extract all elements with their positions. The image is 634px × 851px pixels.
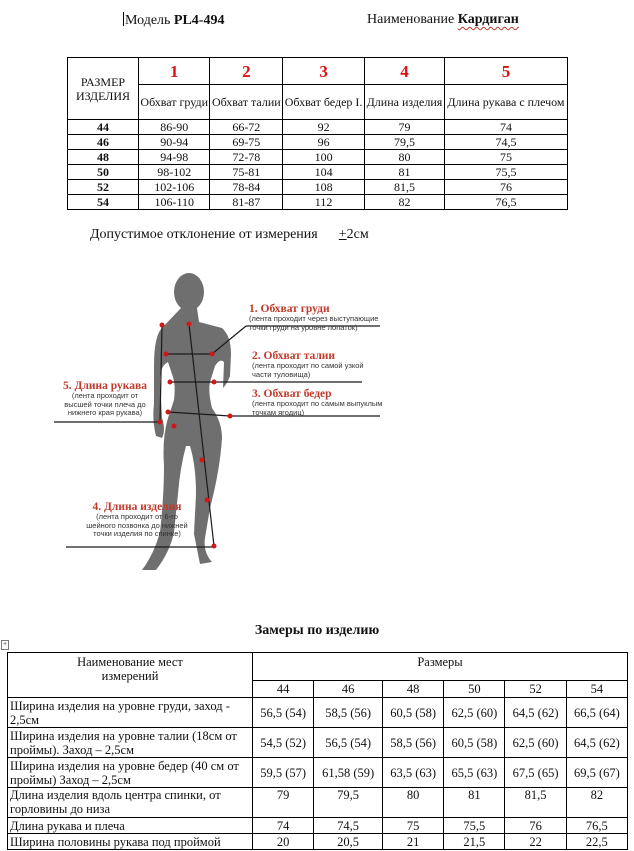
table-cell: 106-110: [139, 195, 210, 210]
measures-name-header-text: Наименование мест измерений: [77, 655, 183, 683]
label-length: [77, 501, 197, 539]
model-label: Модель: [125, 13, 174, 28]
table-cell: 92: [283, 120, 365, 135]
size-header: 48: [383, 681, 444, 698]
table-cell: 21: [383, 834, 444, 850]
table-cell: 65,5 (63): [444, 758, 505, 788]
table-cell: 104: [283, 165, 365, 180]
measure-name: Ширина изделия на уровне бедер (40 см от проймы) Заход – 2,5см: [8, 758, 253, 788]
table-cell: 81,5: [505, 788, 566, 818]
size-cell: 48: [68, 150, 139, 165]
table-cell: 59,5 (57): [253, 758, 314, 788]
table-cell: 74,5: [444, 135, 567, 150]
table-row: [68, 120, 568, 135]
label-title: 5. Длина рукава: [63, 380, 147, 392]
column-label: Обхват талии: [210, 85, 283, 120]
label-note: (лента проходит от 6-го шейного позвонка до нижней точки изделия по спинке): [86, 512, 188, 538]
table-cell: 108: [283, 180, 365, 195]
table-row: [8, 788, 628, 818]
table-cell: 80: [383, 788, 444, 818]
size-table: [67, 57, 568, 210]
label-waist: [252, 350, 382, 379]
table-cell: 79: [365, 120, 445, 135]
column-number: 4: [365, 58, 445, 85]
table-cell: 74: [444, 120, 567, 135]
table-row: [8, 758, 628, 788]
table-cell: 76,5: [566, 818, 627, 834]
table-cell: 60,5 (58): [383, 698, 444, 728]
table-cell: 76,5: [444, 195, 567, 210]
measures-title: Замеры по изделию: [254, 623, 380, 638]
table-cell: 79: [253, 788, 314, 818]
tolerance-text: Допустимое отклонение от измерения: [90, 227, 318, 242]
table-row: [68, 195, 568, 210]
measures-sizes-header: Размеры: [253, 653, 628, 681]
table-cell: 66,5 (64): [566, 698, 627, 728]
label-title: 4. Длина изделия: [92, 501, 182, 513]
model-header: [123, 12, 224, 29]
table-cell: 75: [444, 150, 567, 165]
table-cell: 81,5: [365, 180, 445, 195]
label-sleeve: [55, 380, 155, 418]
table-cell: 56,5 (54): [314, 728, 383, 758]
table-cell: 54,5 (52): [253, 728, 314, 758]
table-cell: 100: [283, 150, 365, 165]
measure-name: Ширина половины рукава под проймой: [8, 834, 253, 850]
table-cell: 60,5 (58): [444, 728, 505, 758]
table-cell: 69-75: [210, 135, 283, 150]
table-cell: 81: [444, 788, 505, 818]
table-cell: 79,5: [314, 788, 383, 818]
label-note: (лента проходит от высшей точки плеча до нижнего края рукава): [64, 391, 146, 417]
label-title: 3. Обхват бедер: [252, 388, 332, 400]
table-cell: 76: [505, 818, 566, 834]
size-header: 52: [505, 681, 566, 698]
product-name-header: [367, 12, 519, 28]
table-cell: 56,5 (54): [253, 698, 314, 728]
size-cell: 46: [68, 135, 139, 150]
table-row: [8, 834, 628, 850]
size-header: 44: [253, 681, 314, 698]
table-cell: 64,5 (62): [505, 698, 566, 728]
tolerance-sign: +: [338, 227, 347, 242]
table-row: [68, 135, 568, 150]
table-cell: 82: [365, 195, 445, 210]
size-cell: 52: [68, 180, 139, 195]
table-cell: 62,5 (60): [505, 728, 566, 758]
table-cell: 69,5 (67): [566, 758, 627, 788]
size-header: 46: [314, 681, 383, 698]
table-cell: 76: [444, 180, 567, 195]
table-cell: 102-106: [139, 180, 210, 195]
table-cell: 64,5 (62): [566, 728, 627, 758]
table-cell: 62,5 (60): [444, 698, 505, 728]
table-cell: 75,5: [444, 818, 505, 834]
column-label: Обхват груди: [139, 85, 210, 120]
size-cell: 50: [68, 165, 139, 180]
table-cell: 96: [283, 135, 365, 150]
table-cell: 20: [253, 834, 314, 850]
label-title: 2. Обхват талии: [252, 350, 336, 362]
column-number: 5: [444, 58, 567, 85]
measures-table: [7, 652, 628, 850]
label-note: (лента проходит по самой узкой части туловища): [252, 361, 364, 379]
table-cell: 75: [383, 818, 444, 834]
table-cell: 61,58 (59): [314, 758, 383, 788]
table-cell: 81: [365, 165, 445, 180]
table-cell: 90-94: [139, 135, 210, 150]
table-cell: 94-98: [139, 150, 210, 165]
size-header: 50: [444, 681, 505, 698]
column-number: 3: [283, 58, 365, 85]
table-cell: 20,5: [314, 834, 383, 850]
table-row: [68, 180, 568, 195]
table-cell: 58,5 (56): [383, 728, 444, 758]
label-note: (лента проходит через выступающие точки груди на уровне лопаток): [249, 314, 379, 332]
size-header: 54: [566, 681, 627, 698]
table-cell: 74: [253, 818, 314, 834]
table-cell: 63,5 (63): [383, 758, 444, 788]
table-row: [8, 728, 628, 758]
table-cell: 75,5: [444, 165, 567, 180]
column-number: 1: [139, 58, 210, 85]
measure-name: Длина изделия вдоль центра спинки, от горловины до низа: [8, 788, 253, 818]
size-corner-header: РАЗМЕР ИЗДЕЛИЯ: [68, 58, 139, 120]
table-row: [8, 818, 628, 834]
table-cell: 75-81: [210, 165, 283, 180]
label-title: 1. Обхват груди: [249, 303, 330, 315]
label-chest: [249, 303, 399, 332]
table-row: [68, 150, 568, 165]
table-cell: 21,5: [444, 834, 505, 850]
size-cell: 44: [68, 120, 139, 135]
table-cell: 66-72: [210, 120, 283, 135]
column-label: Длина изделия: [365, 85, 445, 120]
table-cell: 72-78: [210, 150, 283, 165]
table-cell: 74,5: [314, 818, 383, 834]
label-note: (лента проходит по самым выпуклым точкам ягодиц): [252, 399, 383, 417]
name-label: Наименование: [367, 12, 458, 27]
table-row: [8, 698, 628, 728]
table-cell: 82: [566, 788, 627, 818]
tolerance-value: 2см: [346, 227, 369, 242]
table-cell: 80: [365, 150, 445, 165]
table-cell: 86-90: [139, 120, 210, 135]
text-cursor: [123, 12, 124, 26]
label-hips: [252, 388, 402, 417]
table-cell: 79,5: [365, 135, 445, 150]
table-cell: 22,5: [566, 834, 627, 850]
size-cell: 54: [68, 195, 139, 210]
table-cell: 22: [505, 834, 566, 850]
table-cell: 98-102: [139, 165, 210, 180]
name-value: Кардиган: [457, 12, 519, 27]
model-value: PL4-494: [173, 13, 225, 28]
measure-name: Ширина изделия на уровне груди, заход - 2,5см: [8, 698, 253, 728]
tolerance-line: [90, 227, 369, 243]
table-cell: 81-87: [210, 195, 283, 210]
table-cell: 112: [283, 195, 365, 210]
column-number: 2: [210, 58, 283, 85]
column-label: Обхват бедер I.: [283, 85, 365, 120]
measure-name: Ширина изделия на уровне талии (18см от проймы). Заход – 2,5см: [8, 728, 253, 758]
table-move-handle-icon[interactable]: +: [2, 641, 8, 648]
table-cell: 58,5 (56): [314, 698, 383, 728]
measures-name-header: [8, 653, 253, 698]
measure-name: Длина рукава и плеча: [8, 818, 253, 834]
table-cell: 78-84: [210, 180, 283, 195]
column-label: Длина рукава с плечом: [444, 85, 567, 120]
table-row: [68, 165, 568, 180]
table-cell: 67,5 (65): [505, 758, 566, 788]
